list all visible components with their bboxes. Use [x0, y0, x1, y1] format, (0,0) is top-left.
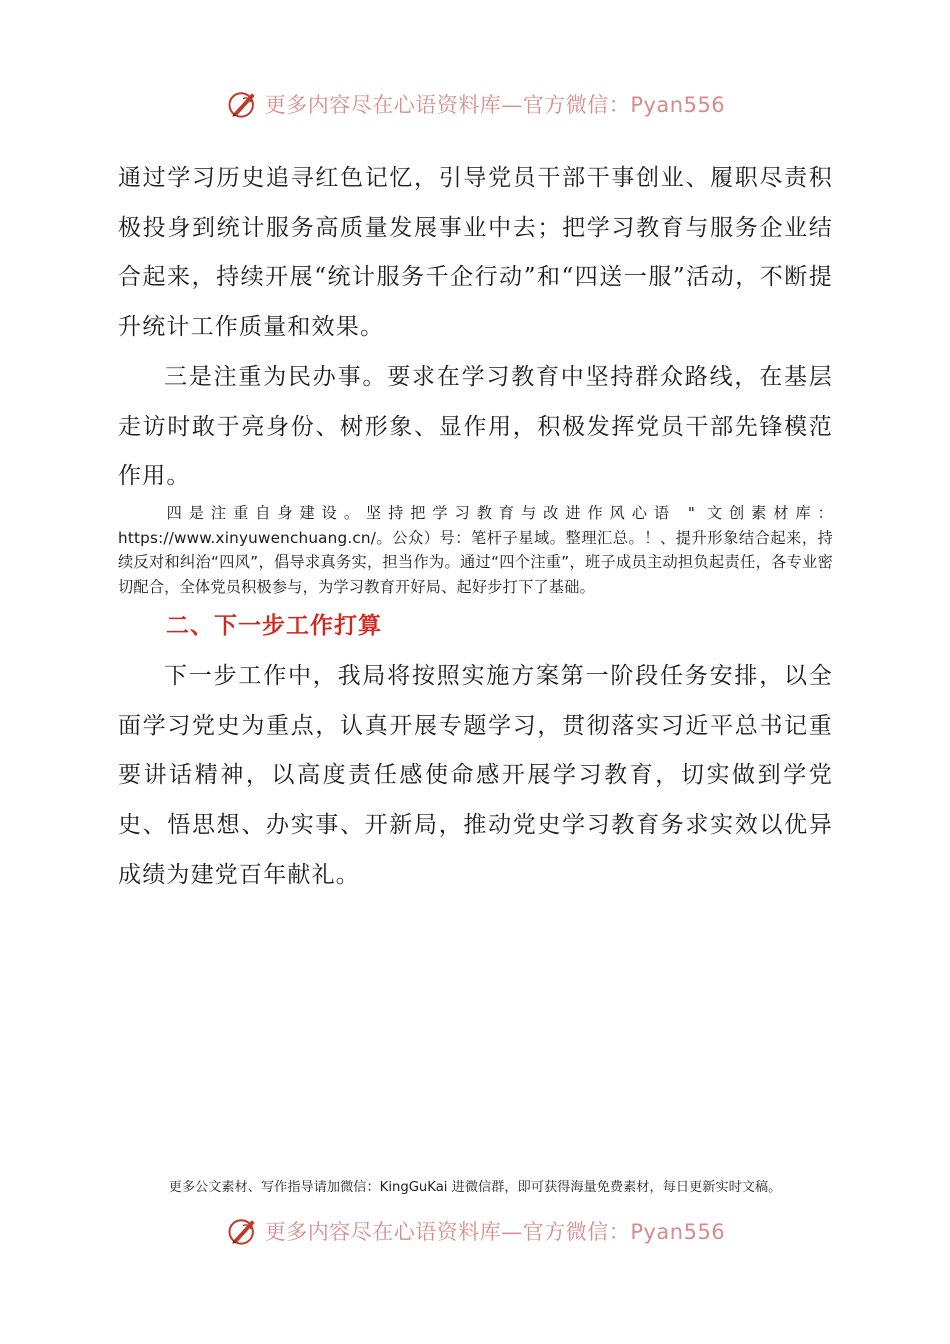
banner-account: Pyan556	[630, 93, 726, 117]
banner-text: 更多内容尽在心语资料库—官方微信：Pyan556	[264, 1220, 726, 1244]
banner-text: 更多内容尽在心语资料库—官方微信：Pyan556	[264, 93, 726, 117]
paragraph-1: 通过学习历史追寻红色记忆，引导党员干部干事创业、履职尽责积极投身到统计服务高质量发展事业中去；把学习教育与服务企业结合起来，持续开展“统计服务千企行动”和“四送一服”活动，不断提升统计工作质量和效果。	[118, 165, 833, 341]
pen-circle-logo-icon	[225, 1213, 261, 1249]
paragraph-4: 下一步工作中，我局将按照实施方案第一阶段任务安排，以全面学习党史为重点，认真开展专题学习，贯彻落实习近平总书记重要讲话精神，以高度责任感使命感开展学习教育，切实做到学党史、悟思想、办实事、开新局，推动党史学习教育务求实效以优异成绩为建党百年献礼。	[118, 663, 833, 888]
paragraph-2: 三是注重为民办事。要求在学习教育中坚持群众路线，在基层走访时敢于亮身份、树形象、显作用，积极发挥党员干部先锋模范作用。	[118, 364, 833, 490]
pen-circle-logo-icon	[225, 86, 261, 122]
header-banner	[0, 84, 950, 124]
section-heading: 二、下一步工作打算	[166, 613, 382, 639]
paragraph-3: 四是注重自身建设。坚持把学习教育与改进作风心语 " 文创素材库： https://www.xinyuwenchuang.cn/。公众）号：笔杆子星域。整理汇总。！、提升形象结合起来，持续反对和纠治“四风”，倡导求真务实，担当作为。通过“四个注重”，班子成员主动担负起责任，各专业密切配合，全体党员积极参与，为学习教育开好局、起好步打下了基础。	[118, 504, 833, 596]
banner-account: Pyan556	[630, 1220, 726, 1244]
footer-note: 更多公文素材、写作指导请加微信：KingGuKai 进微信群，即可获得海量免费素材，每日更新实时文稿。	[168, 1180, 782, 1195]
footer-banner	[0, 1211, 950, 1251]
